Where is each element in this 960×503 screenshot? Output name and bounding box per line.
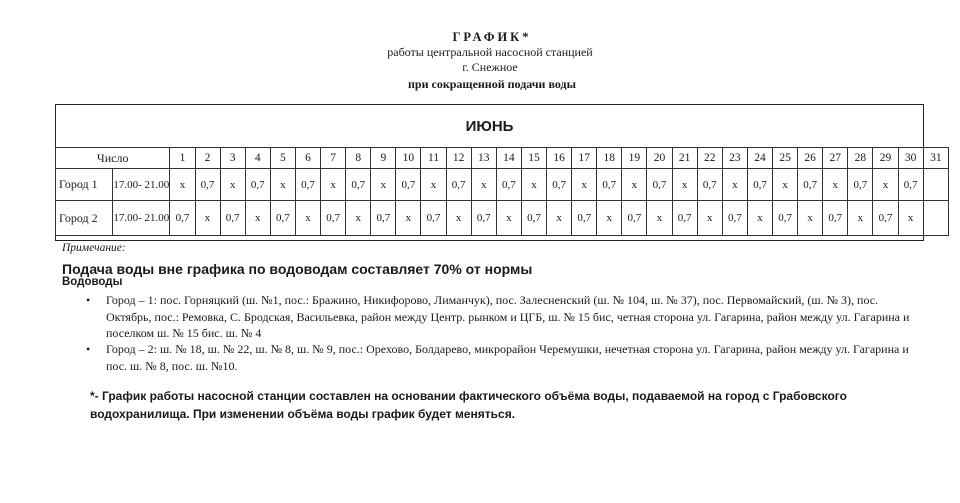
day-header: 17 <box>572 148 597 169</box>
day-header: 4 <box>245 148 270 169</box>
schedule-cell: х <box>622 169 647 201</box>
day-header: 16 <box>547 148 572 169</box>
schedule-cell: 0,7 <box>848 169 873 201</box>
schedule-cell: 0,7 <box>245 169 270 201</box>
schedule-cell: х <box>170 169 195 201</box>
day-label: Число <box>56 148 170 169</box>
schedule-table <box>55 104 942 241</box>
schedule-cell: х <box>547 201 572 236</box>
day-header: 28 <box>848 148 873 169</box>
schedule-cell: х <box>396 201 421 236</box>
day-header: 1 <box>170 148 195 169</box>
schedule-cell: х <box>471 169 496 201</box>
schedule-cell: 0,7 <box>773 201 798 236</box>
schedule-cell: 0,7 <box>496 169 521 201</box>
schedule-cell: х <box>195 201 220 236</box>
day-header: 7 <box>321 148 346 169</box>
schedule-cell: 0,7 <box>195 169 220 201</box>
day-header: 3 <box>220 148 245 169</box>
schedule-cell: 0,7 <box>295 169 320 201</box>
schedule-cell: х <box>597 201 622 236</box>
day-header: 2 <box>195 148 220 169</box>
schedule-cell: 0,7 <box>622 201 647 236</box>
city-label: Город 1 <box>56 169 113 201</box>
schedule-cell <box>923 201 948 236</box>
schedule-cell: х <box>245 201 270 236</box>
schedule-cell: х <box>496 201 521 236</box>
time-window: 17.00- 21.00 <box>113 169 170 201</box>
bullet-icon: • <box>86 293 91 307</box>
day-header: 23 <box>722 148 747 169</box>
schedule-cell: 0,7 <box>647 169 672 201</box>
supply-mode: при сокращенной подачи воды <box>408 77 576 91</box>
schedule-cell: х <box>346 201 371 236</box>
day-header: 9 <box>371 148 396 169</box>
day-header: 20 <box>647 148 672 169</box>
day-header: 21 <box>672 148 697 169</box>
schedule-cell: х <box>220 169 245 201</box>
schedule-cell: 0,7 <box>521 201 546 236</box>
schedule-cell: 0,7 <box>798 169 823 201</box>
schedule-cell: 0,7 <box>396 169 421 201</box>
schedule-cell: х <box>873 169 898 201</box>
time-window: 17.00- 21.00 <box>113 201 170 236</box>
list-item <box>86 292 916 342</box>
schedule-cell: х <box>647 201 672 236</box>
schedule-grid <box>55 147 949 236</box>
schedule-cell: 0,7 <box>572 201 597 236</box>
schedule-cell: х <box>521 169 546 201</box>
schedule-cell: 0,7 <box>898 169 923 201</box>
city-label: Город 2 <box>56 201 113 236</box>
day-header: 22 <box>697 148 722 169</box>
schedule-cell: 0,7 <box>371 201 396 236</box>
schedule-cell: х <box>798 201 823 236</box>
schedule-cell: х <box>747 201 772 236</box>
schedule-cell: 0,7 <box>421 201 446 236</box>
schedule-cell: х <box>697 201 722 236</box>
city-name: г. Снежное <box>462 60 518 74</box>
list-item <box>86 341 916 374</box>
schedule-cell: х <box>270 169 295 201</box>
day-header: 19 <box>622 148 647 169</box>
city-2-pipes: Город – 2: ш. № 18, ш. № 22, ш. № 8, ш. № 9, пос.: Орехово, Болдарево, микрорайон Черемушки, нечетная сторона ул. Гагарина, район между ул. Гагарина и пос. ш. № 8, пос. ш. №10. <box>106 342 909 373</box>
schedule-cell: х <box>421 169 446 201</box>
schedule-cell: х <box>321 169 346 201</box>
day-header: 13 <box>471 148 496 169</box>
day-header: 6 <box>295 148 320 169</box>
schedule-cell <box>923 169 948 201</box>
schedule-cell: 0,7 <box>346 169 371 201</box>
schedule-cell: 0,7 <box>170 201 195 236</box>
schedule-cell: х <box>672 169 697 201</box>
schedule-cell: х <box>773 169 798 201</box>
schedule-cell: х <box>371 169 396 201</box>
schedule-cell: х <box>823 169 848 201</box>
day-header: 30 <box>898 148 923 169</box>
schedule-cell: 0,7 <box>547 169 572 201</box>
day-header: 27 <box>823 148 848 169</box>
day-header: 10 <box>396 148 421 169</box>
schedule-cell: х <box>722 169 747 201</box>
schedule-cell: 0,7 <box>471 201 496 236</box>
schedule-cell: 0,7 <box>321 201 346 236</box>
schedule-cell: х <box>848 201 873 236</box>
day-header: 29 <box>873 148 898 169</box>
schedule-cell: х <box>898 201 923 236</box>
schedule-cell: х <box>446 201 471 236</box>
table-row <box>56 201 949 236</box>
schedule-cell: 0,7 <box>722 201 747 236</box>
schedule-cell: 0,7 <box>672 201 697 236</box>
schedule-cell: 0,7 <box>597 169 622 201</box>
schedule-cell: 0,7 <box>270 201 295 236</box>
schedule-cell: 0,7 <box>823 201 848 236</box>
day-header: 14 <box>496 148 521 169</box>
document-subtitle: работы центральной насосной станцией <box>387 45 593 59</box>
bullet-icon: • <box>86 342 91 356</box>
day-header: 15 <box>521 148 546 169</box>
day-header: 11 <box>421 148 446 169</box>
day-header: 24 <box>747 148 772 169</box>
schedule-cell: х <box>295 201 320 236</box>
schedule-cell: 0,7 <box>220 201 245 236</box>
pipes-heading: Водоводы <box>62 276 123 288</box>
schedule-cell: х <box>572 169 597 201</box>
day-header: 31 <box>923 148 948 169</box>
supply-note: Подача воды вне графика по водоводам составляет 70% от нормы <box>62 261 533 277</box>
schedule-cell: 0,7 <box>747 169 772 201</box>
city-1-pipes: Город – 1: пос. Горняцкий (ш. №1, пос.: Бражино, Никифорово, Лиманчук), пос. Залесненский (ш. № 104, ш. № 37), пос. Первомайский, (ш. № 3), пос. Октябрь, пос.: Ремовка, С. Бродская, Васильевка, район между Центр. рынком и ЦГБ, ш. № 15 бис, четная сторона ул. Гагарина, район между ул. Гагарина и поселком ш. № 15 бис. ш. № 4 <box>106 293 910 340</box>
day-header: 8 <box>346 148 371 169</box>
day-header: 5 <box>270 148 295 169</box>
footnote: *- График работы насосной станции составлен на основании фактического объёма воды, подаваемой на город с Грабовского водохранилища. При изменении объёма воды график будет меняться. <box>90 389 847 421</box>
day-header: 18 <box>597 148 622 169</box>
document-title: ГРАФИК* <box>452 30 532 44</box>
schedule-cell: 0,7 <box>873 201 898 236</box>
month-header: ИЮНЬ <box>56 105 923 148</box>
schedule-cell: 0,7 <box>446 169 471 201</box>
schedule-cell: 0,7 <box>697 169 722 201</box>
day-header: 12 <box>446 148 471 169</box>
day-header: 26 <box>798 148 823 169</box>
table-row <box>56 169 949 201</box>
note-label: Примечание: <box>62 242 126 254</box>
day-header: 25 <box>773 148 798 169</box>
